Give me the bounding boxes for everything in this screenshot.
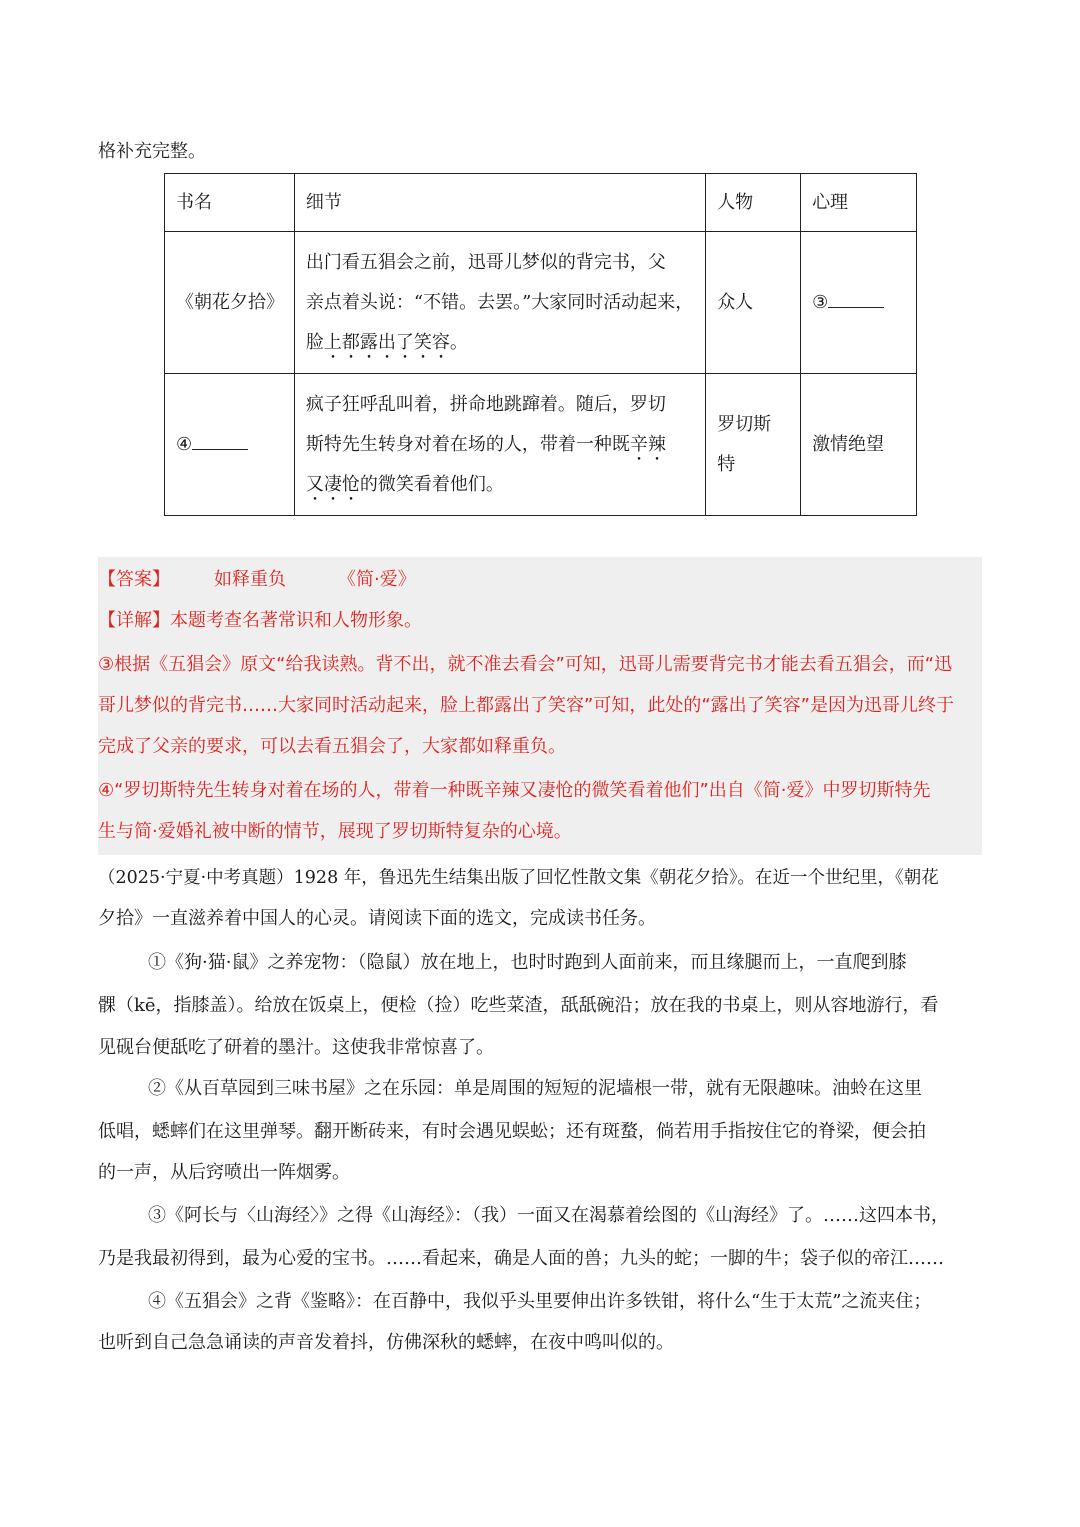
- explain-p3-line2: 哥儿梦似的背完书……大家同时活动起来，脸上都露出了笑容”可知，此处的“露出了笑容”是因为迅哥儿终于: [98, 695, 954, 716]
- answer-line: [98, 568, 416, 592]
- table-row: [165, 232, 917, 374]
- answer-1: 如释重负: [214, 569, 286, 590]
- header-detail: 细节: [294, 174, 705, 232]
- question-stem-line1: （2025·宁夏·中考真题）1928 年，鲁迅先生结集出版了回忆性散文集《朝花夕拾》。在近一个世纪里，《朝花: [98, 868, 939, 888]
- row1-detail-line2: 亲点着头说：“不错。去罢。”大家同时活动起来，: [305, 291, 694, 313]
- excerpt-3-line2: 乃是我最初得到，最为心爱的宝书。……看起来，确是人面的兽；九头的蛇；一脚的牛；袋子似的帝江……: [98, 1248, 944, 1269]
- excerpt-1-line3: 见砚台便舐吃了研着的墨汁。这使我非常惊喜了。: [98, 1037, 494, 1058]
- answer-section: [98, 557, 982, 855]
- excerpt-2-line3: 的一声，从后窍喷出一阵烟雾。: [98, 1162, 350, 1183]
- emphasized-text: 上都露出了笑容: [323, 331, 450, 353]
- question-stem-line2: 夕拾》一直滋养着中国人的心灵。请阅读下面的选文，完成读书任务。: [98, 908, 656, 929]
- excerpt-2-line2: 低唱，蟋蟀们在这里弹琴。翻开断砖来，有时会遇见蜈蚣；还有斑蝥，倘若用手指按住它的脊梁，便会拍: [98, 1121, 926, 1142]
- row2-book: [165, 374, 295, 516]
- explain-p4-line2: 生与简·爱婚礼被中断的情节，展现了罗切斯特复杂的心境。: [98, 821, 572, 842]
- excerpt-3-line1: ③《阿长与〈山海经〉》之得《山海经》：（我）一面又在渴慕着绘图的《山海经》了。……这四本书，: [148, 1205, 949, 1226]
- row2-detail-line2: 斯特先生转身对着在场的人，带着一种既辛辣: [305, 433, 666, 455]
- excerpt-2-line1: ②《从百草园到三味书屋》之在乐园：单是周围的短短的泥墙根一带，就有无限趣味。油蛉在这里: [148, 1078, 922, 1099]
- blank-marker: ④: [176, 433, 193, 455]
- emphasized-text: 辛辣: [629, 433, 666, 455]
- header-person: 人物: [706, 174, 801, 232]
- row1-book: 《朝花夕拾》: [165, 232, 295, 374]
- explain-p4-line1: ④“罗切斯特先生转身对着在场的人，带着一种既辛辣又凄怆的微笑看着他们”出自《简·爱》中罗切斯特先: [98, 780, 931, 801]
- row1-detail-line1: 出门看五猖会之前，迅哥儿梦似的背完书，父: [305, 251, 666, 273]
- row1-detail: [294, 232, 705, 374]
- row2-detail-line3: 又凄怆的微笑看着他们。: [305, 473, 504, 495]
- intro-text: 格补充完整。: [98, 141, 206, 162]
- explain-p3-line1: ③根据《五猖会》原文“给我读熟。背不出，就不准去看会”可知，迅哥儿需要背完书才能去看五猖会，而“迅: [98, 654, 953, 675]
- row2-detail-line1: 疯子狂呼乱叫着，拼命地跳蹿着。随后，罗切: [305, 393, 666, 415]
- excerpt-1-line2: 髁（kē，指膝盖）。给放在饭桌上，便检（捡）吃些菜渣，舐舐碗沿；放在我的书桌上，则从容地游行，看: [98, 995, 939, 1016]
- explain-intro: 【详解】本题考查名著常识和人物形象。: [98, 610, 422, 631]
- blank-marker: ③: [812, 291, 829, 313]
- header-book: 书名: [165, 174, 295, 232]
- header-mind: 心理: [801, 174, 917, 232]
- row2-detail: [294, 374, 705, 516]
- excerpt-1-line1: ①《狗·猫·鼠》之养宠物：（隐鼠）放在地上，也时时跑到人面前来，而且缘腿而上，一直爬到膝: [148, 952, 907, 973]
- row1-mind: [801, 232, 917, 374]
- excerpt-4-line1: ④《五猖会》之背《鉴略》：在百静中，我似乎头里要伸出许多铁钳，将什么“生于太荒”之流夹住；: [148, 1291, 932, 1312]
- answer-label: 【答案】: [98, 569, 170, 590]
- row2-person: 罗切斯 特: [706, 374, 801, 516]
- answer-2: 《简·爱》: [338, 569, 416, 590]
- row1-person: 众人: [706, 232, 801, 374]
- table-row: [165, 374, 917, 516]
- answer-blank[interactable]: [192, 429, 248, 450]
- excerpt-4-line2: 也听到自己急急诵读的声音发着抖，仿佛深秋的蟋蟀，在夜中鸣叫似的。: [98, 1332, 674, 1353]
- answer-blank[interactable]: [828, 287, 884, 308]
- question-table: [164, 173, 917, 516]
- row1-detail-line3: 脸上都露出了笑容。: [305, 331, 468, 353]
- explain-label: 【详解】: [98, 610, 170, 631]
- row2-mind: 激情绝望: [801, 374, 917, 516]
- emphasized-text: 又凄怆: [305, 473, 360, 495]
- explain-p3-line3: 完成了父亲的要求，可以去看五猖会了，大家都如释重负。: [98, 736, 566, 757]
- table-header-row: [165, 174, 917, 232]
